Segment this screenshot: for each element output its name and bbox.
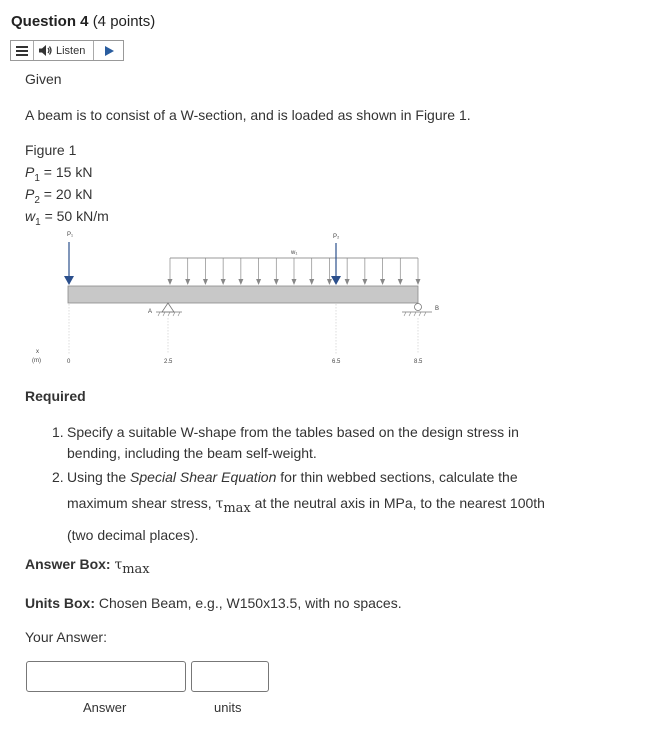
- beam: [68, 286, 418, 303]
- udl-arrow-head: [345, 279, 350, 285]
- tick-0: 0: [67, 359, 71, 365]
- param-w1: $w_1 = 50$ kN/m: [25, 208, 109, 228]
- param-p2: $P_2 = 20$ kN: [25, 186, 93, 206]
- units-caption: units: [214, 700, 242, 715]
- p1-arrow: [64, 276, 74, 285]
- tick-8-5: 8.5: [414, 359, 423, 365]
- answer-caption: Answer: [83, 700, 127, 715]
- udl-arrow-head: [292, 279, 297, 285]
- menu-button[interactable]: [11, 41, 34, 60]
- udl-arrow-head: [327, 279, 332, 285]
- param-p1: $P_1 = 15$ kN: [25, 164, 93, 184]
- p2-arrow: [331, 276, 341, 285]
- listen-label: Listen: [56, 44, 86, 57]
- answer-box-label: Answer Box: $\tau_{max}$: [25, 556, 150, 577]
- speaker-icon: [39, 45, 53, 56]
- question-points: (4 points): [92, 13, 156, 30]
- w1-label: w₁: [291, 250, 298, 256]
- udl-arrow-head: [362, 279, 367, 285]
- udl-arrow-head: [256, 279, 261, 285]
- question-title: [11, 13, 155, 30]
- play-icon: [104, 46, 114, 56]
- pin-support-a: [162, 303, 174, 312]
- answer-input[interactable]: [26, 661, 186, 692]
- axis-x-label: x: [36, 349, 39, 355]
- required-list: [52, 422, 572, 548]
- units-input[interactable]: [191, 661, 269, 692]
- problem-intro: A beam is to consist of a W-section, and is loaded as shown in Figure 1.: [25, 107, 471, 123]
- tick-6-5: 6.5: [332, 359, 341, 365]
- udl-arrow-head: [185, 279, 190, 285]
- udl-arrow-head: [274, 279, 279, 285]
- p1-label: P₁: [67, 232, 74, 238]
- udl-arrow-head: [380, 279, 385, 285]
- menu-icon: [16, 46, 28, 56]
- your-answer-label: Your Answer:: [25, 629, 107, 645]
- tick-2-5: 2.5: [164, 359, 173, 365]
- figure-label: Figure 1: [25, 142, 77, 158]
- udl-arrow-head: [221, 279, 226, 285]
- listen-button[interactable]: [34, 41, 94, 60]
- given-heading: Given: [25, 71, 62, 87]
- udl-arrow-head: [398, 279, 403, 285]
- udl-arrow-head: [238, 279, 243, 285]
- required-item-2: 2. Using the Special Shear Equation for thin webbed sections, calculate the maximum shear stress, $\tau_{max}$ at the neutral axis in MPa, to the nearest 100th (two decimal places).: [52, 469, 545, 543]
- required-heading: Required: [25, 388, 86, 404]
- question-number: Question 4: [11, 13, 89, 30]
- udl-arrow-head: [168, 279, 173, 285]
- axis-unit-label: (m): [32, 358, 41, 364]
- listen-toolbar: [10, 40, 124, 61]
- beam-figure: [30, 226, 450, 371]
- udl-arrow-head: [416, 279, 421, 285]
- support-a-label: A: [148, 309, 153, 315]
- p2-label: P₂: [333, 234, 340, 240]
- udl-arrow-head: [203, 279, 208, 285]
- roller-support-b: [415, 304, 422, 311]
- units-box-label: Units Box: Chosen Beam, e.g., W150x13.5, with no spaces.: [25, 595, 402, 611]
- support-b-label: B: [435, 306, 440, 312]
- play-button[interactable]: [94, 41, 123, 60]
- udl-arrows: [168, 258, 421, 285]
- required-item-1: 1. Specify a suitable W-shape from the tables based on the design stress in bending, including the beam self-weight.: [52, 424, 519, 461]
- udl-arrow-head: [309, 279, 314, 285]
